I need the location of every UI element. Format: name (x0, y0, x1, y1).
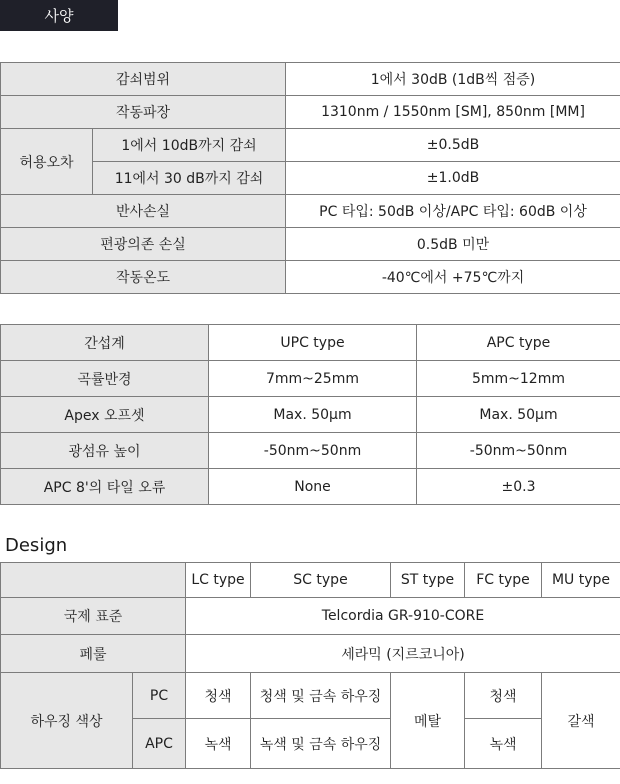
apc-value: ±0.3 (417, 469, 620, 505)
spec-value: -40℃에서 +75℃까지 (286, 261, 620, 294)
spec-table (0, 62, 620, 294)
spec-value: PC 타입: 50dB 이상/APC 타입: 60dB 이상 (286, 195, 620, 228)
spec-label: 반사손실 (1, 195, 286, 228)
table-header-row (1, 325, 620, 361)
table-row (1, 469, 620, 505)
upc-value: None (209, 469, 417, 505)
table-row (1, 397, 620, 433)
spec-value: 0.5dB 미만 (286, 228, 620, 261)
header-blank (1, 563, 186, 598)
table-row (1, 261, 620, 294)
fc-pc-color: 청색 (465, 673, 542, 719)
upc-value: -50nm~50nm (209, 433, 417, 469)
table-row (1, 673, 620, 719)
header-sc: SC type (251, 563, 391, 598)
standard-label: 국제 표준 (1, 598, 186, 635)
lc-pc-color: 청색 (186, 673, 251, 719)
spec-value: 1310nm / 1550nm [SM], 850nm [MM] (286, 96, 620, 129)
header-upc: UPC type (209, 325, 417, 361)
lc-apc-color: 녹색 (186, 719, 251, 769)
table-row (1, 635, 620, 673)
apc-value: -50nm~50nm (417, 433, 620, 469)
pc-label: PC (133, 673, 186, 719)
apc-label: APC (133, 719, 186, 769)
ferrule-value: 세라믹 (지르코니아) (186, 635, 620, 673)
table-row (1, 598, 620, 635)
header-interferometer: 간섭계 (1, 325, 209, 361)
table-row (1, 96, 620, 129)
table-row (1, 228, 620, 261)
table-row (1, 361, 620, 397)
spec-label: 감쇠범위 (1, 63, 286, 96)
upc-value: Max. 50μm (209, 397, 417, 433)
spec-label: 작동파장 (1, 96, 286, 129)
spec-value: 1에서 30dB (1dB씩 점증) (286, 63, 620, 96)
table-header-row (1, 563, 620, 598)
fc-apc-color: 녹색 (465, 719, 542, 769)
table-row (1, 195, 620, 228)
header-lc: LC type (186, 563, 251, 598)
standard-value: Telcordia GR-910-CORE (186, 598, 620, 635)
spec-value: ±1.0dB (286, 162, 620, 195)
table-row (1, 433, 620, 469)
table-row (1, 63, 620, 96)
header-fc: FC type (465, 563, 542, 598)
header-st: ST type (391, 563, 465, 598)
row-label: 광섬유 높이 (1, 433, 209, 469)
sc-apc-color: 녹색 및 금속 하우징 (251, 719, 391, 769)
spec-label: 편광의존 손실 (1, 228, 286, 261)
tolerance-label: 허용오차 (1, 129, 93, 195)
upc-value: 7mm~25mm (209, 361, 417, 397)
row-label: 곡률반경 (1, 361, 209, 397)
sc-pc-color: 청색 및 금속 하우징 (251, 673, 391, 719)
design-heading: Design (5, 535, 68, 556)
apc-value: 5mm~12mm (417, 361, 620, 397)
spec-label: 작동온도 (1, 261, 286, 294)
spec-label: 1에서 10dB까지 감쇠 (93, 129, 286, 162)
row-label: Apex 오프셋 (1, 397, 209, 433)
spec-value: ±0.5dB (286, 129, 620, 162)
table-row (1, 162, 620, 195)
spec-label: 11에서 30 dB까지 감쇠 (93, 162, 286, 195)
header-mu: MU type (542, 563, 620, 598)
table-row (1, 129, 620, 162)
mu-color: 갈색 (542, 673, 620, 769)
spec-tab[interactable]: 사양 (0, 0, 118, 31)
row-label: APC 8'의 타일 오류 (1, 469, 209, 505)
st-color: 메탈 (391, 673, 465, 769)
ferrule-label: 페룰 (1, 635, 186, 673)
apc-value: Max. 50μm (417, 397, 620, 433)
design-table (0, 562, 620, 769)
interferometer-table (0, 324, 620, 505)
header-apc: APC type (417, 325, 620, 361)
housing-color-label: 하우징 색상 (1, 673, 133, 769)
